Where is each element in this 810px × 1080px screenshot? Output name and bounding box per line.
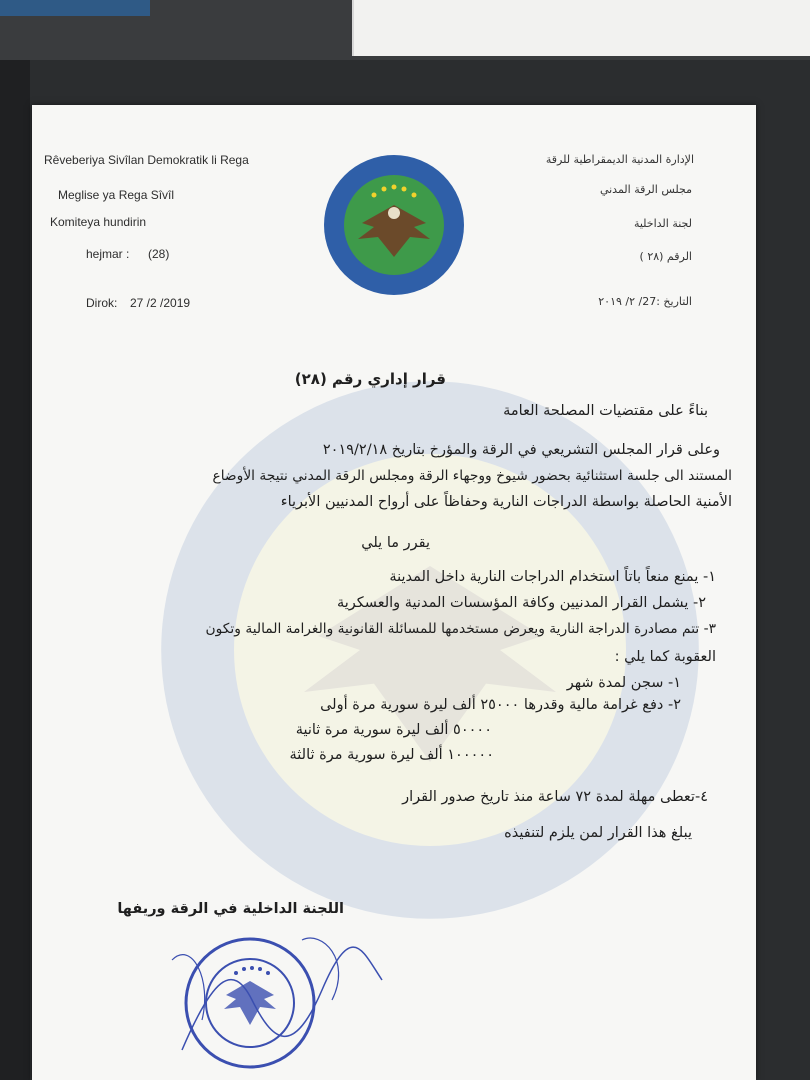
document-sheet bbox=[32, 105, 756, 1080]
decision-notice: يبلغ هذا القرار لمن يلزم لتنفيذه bbox=[504, 825, 692, 841]
header-latin-line3: Komiteya hundirin bbox=[50, 215, 147, 229]
background-paper bbox=[352, 0, 810, 56]
header-arabic-number: الرقم (٢٨ ) bbox=[639, 250, 692, 263]
header-number-label: hejmar : bbox=[86, 247, 130, 261]
header-latin-line1: Rêveberiya Sivîlan Demokratik li Rega bbox=[44, 153, 249, 167]
penalty-3: ٥٠٠٠٠ ألف ليرة سورية مرة ثانية bbox=[295, 722, 492, 738]
header-arabic-line1: الإدارة المدنية الديمقراطية للرقة bbox=[545, 153, 694, 166]
header-number-value: (28) bbox=[148, 247, 170, 261]
body-line2: وعلى قرار المجلس التشريعي في الرقة والمؤرخ بتاريخ ٢٠١٩/٢/١٨ bbox=[322, 442, 720, 458]
penalty-2: ٢- دفع غرامة مالية وقدرها ٢٥٠٠٠ ألف ليرة سورية مرة أولى bbox=[320, 697, 681, 713]
penalty-1: ١- سجن لمدة شهر bbox=[566, 675, 681, 691]
penalty-4: ١٠٠٠٠٠ ألف ليرة سورية مرة ثالثة bbox=[289, 747, 494, 763]
header-arabic-line3: لجنة الداخلية bbox=[633, 217, 692, 230]
administration-logo-icon bbox=[322, 153, 466, 297]
official-stamp-icon bbox=[180, 933, 320, 1073]
header-date-value: 27 /2 /2019 bbox=[130, 296, 191, 310]
background-blue-folder bbox=[0, 0, 150, 16]
signatory: اللجنة الداخلية في الرقة وريفها bbox=[117, 901, 344, 917]
header-latin-line2: Meglise ya Rega Sîvîl bbox=[58, 188, 175, 202]
decision-item-2: ٢- يشمل القرار المدنيين وكافة المؤسسات المدنية والعسكرية bbox=[336, 595, 706, 611]
decision-item-3a: ٣- تتم مصادرة الدراجة النارية ويعرض مستخدمها للمسائلة القانونية والغرامة المالية وتكون bbox=[205, 621, 716, 637]
decision-item-3b: العقوبة كما يلي : bbox=[614, 649, 716, 665]
header-arabic-date: التاريخ :27/ ٢/ ٢٠١٩ bbox=[598, 295, 692, 308]
header-date-label: Dirok: bbox=[86, 296, 118, 310]
decision-header: يقرر ما يلي bbox=[361, 535, 430, 551]
header-arabic-line2: مجلس الرقة المدني bbox=[599, 183, 692, 196]
background-edge bbox=[0, 60, 30, 1080]
decision-item-4: ٤-تعطى مهلة لمدة ٧٢ ساعة منذ تاريخ صدور القرار bbox=[402, 789, 708, 805]
body-line3: المستند الى جلسة استثنائية بحضور شيوخ ووجهاء الرقة ومجلس الرقة المدني نتيجة الأوضاع bbox=[212, 468, 732, 484]
decision-title: قرار إداري رقم (٢٨) bbox=[294, 370, 446, 388]
body-line4: الأمنية الحاصلة بواسطة الدراجات النارية وحفاظاً على أرواح المدنيين الأبرياء bbox=[280, 494, 732, 510]
body-line1: بناءً على مقتضيات المصلحة العامة bbox=[503, 403, 708, 419]
decision-item-1: ١- يمنع منعاً باتاً استخدام الدراجات النارية داخل المدينة bbox=[389, 569, 716, 585]
